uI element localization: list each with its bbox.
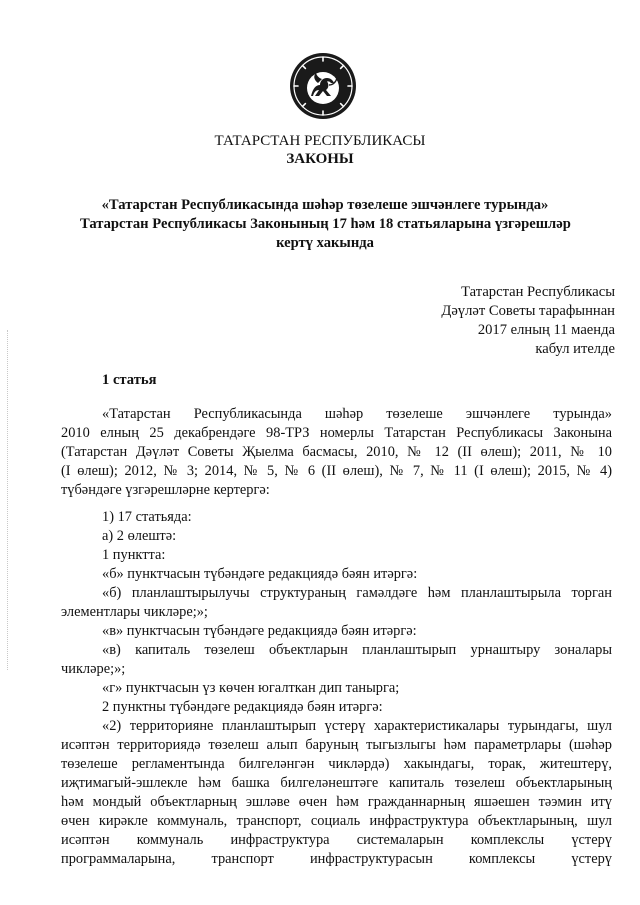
text-line: төзелеше регламентында билгеләнгән чикләрдә) хакындагы, торак, житештерү, — [61, 756, 612, 772]
text-line: 1 пунктта: — [102, 547, 166, 563]
adoption-line: кабул ителде — [535, 341, 615, 357]
text-line: «г» пунктчасын үз көчен югалткан дип танырга; — [102, 680, 400, 696]
text-line: иҗтимагый-эшлекле һәм башка билгеләнештәге капиталь төзелеш объектларының — [61, 775, 612, 791]
text-line: «в» пунктчасын түбәндәге редакциядә бәян итәргә: — [102, 623, 417, 639]
text-line: (I өлеш); 2012, № 3; 2014, № 5, № 6 (II өлеш), № 7, № 11 (I өлеш); 2015, № 4) — [61, 463, 612, 479]
law-title-line: «Татарстан Республикасында шәһәр төзелеше эшчәнлеге турында» — [101, 197, 549, 213]
text-line: (Татарстан Дәүләт Советы Җыелма басмасы, 2010, № 12 (II өлеш); 2011, № 10 — [61, 444, 612, 460]
text-line: исәптән коммуналь инфраструктура системаларын комплекслы үстерү — [61, 832, 612, 848]
law-title-line: кертү хакында — [276, 235, 374, 251]
text-line: һәм мондый объектларның эшләве өчен һәм гражданнарның яшәешен тәэмин итү — [61, 794, 612, 810]
adoption-block — [441, 283, 615, 359]
text-line: «б) планлаштырылучы структураның гамәлдәге һәм планлаштырыла торган — [102, 585, 612, 601]
article-heading: 1 статья — [102, 372, 157, 388]
intro-paragraph — [61, 405, 612, 500]
coat-of-arms-emblem — [289, 52, 357, 120]
scan-margin-mark — [7, 330, 9, 670]
adoption-line: 2017 елның 11 маенда — [477, 322, 615, 338]
law-title-line: Татарстан Республикасы Законының 17 һәм 18 статьяларына үзгәрешләр — [80, 216, 571, 232]
adoption-line: Дәүләт Советы тарафыннан — [441, 303, 615, 319]
text-line: программаларына, транспорт инфраструктурасын комплексы үстерү — [61, 851, 612, 867]
text-line: исәптән территориядә төзелеш алып баруның тыгызлыгы һәм параметрлары (шәһәр — [61, 737, 612, 753]
text-line: чикләре;»; — [61, 661, 126, 677]
amendments-body — [61, 508, 612, 869]
text-line: өчен кирәкле коммуналь, транспорт, социаль инфраструктура объектларының, шул — [61, 813, 612, 829]
law-heading: ЗАКОНЫ — [286, 151, 354, 167]
text-line: «в) капиталь төзелеш объектларын планлаштырып урнаштыру зоналары — [102, 642, 612, 658]
text-line: 1) 17 статьяда: — [102, 509, 192, 525]
text-line: 2 пунктны түбәндәге редакциядә бәян итәргә: — [102, 699, 383, 715]
text-line: а) 2 өлештә: — [102, 528, 177, 544]
text-line: 2010 елның 25 декабрендәге 98-ТРЗ номерлы Татарстан Республикасы Законына — [61, 425, 612, 441]
adoption-line: Татарстан Республикасы — [461, 284, 615, 300]
text-line: «Татарстан Республикасында шәһәр төзелеше эшчәнлеге турында» — [102, 406, 612, 422]
republic-heading: ТАТАРСТАН РЕСПУБЛИКАСЫ — [214, 133, 426, 149]
text-line: түбәндәге үзгәрешләрне кертергә: — [61, 482, 270, 498]
text-line: «б» пунктчасын түбәндәге редакциядә бәян итәргә: — [102, 566, 418, 582]
text-line: элементлары чикләре;»; — [61, 604, 208, 620]
law-title — [80, 196, 570, 253]
text-line: «2) территорияне планлаштырып үстерү характеристикалары турындагы, шул — [102, 718, 612, 734]
